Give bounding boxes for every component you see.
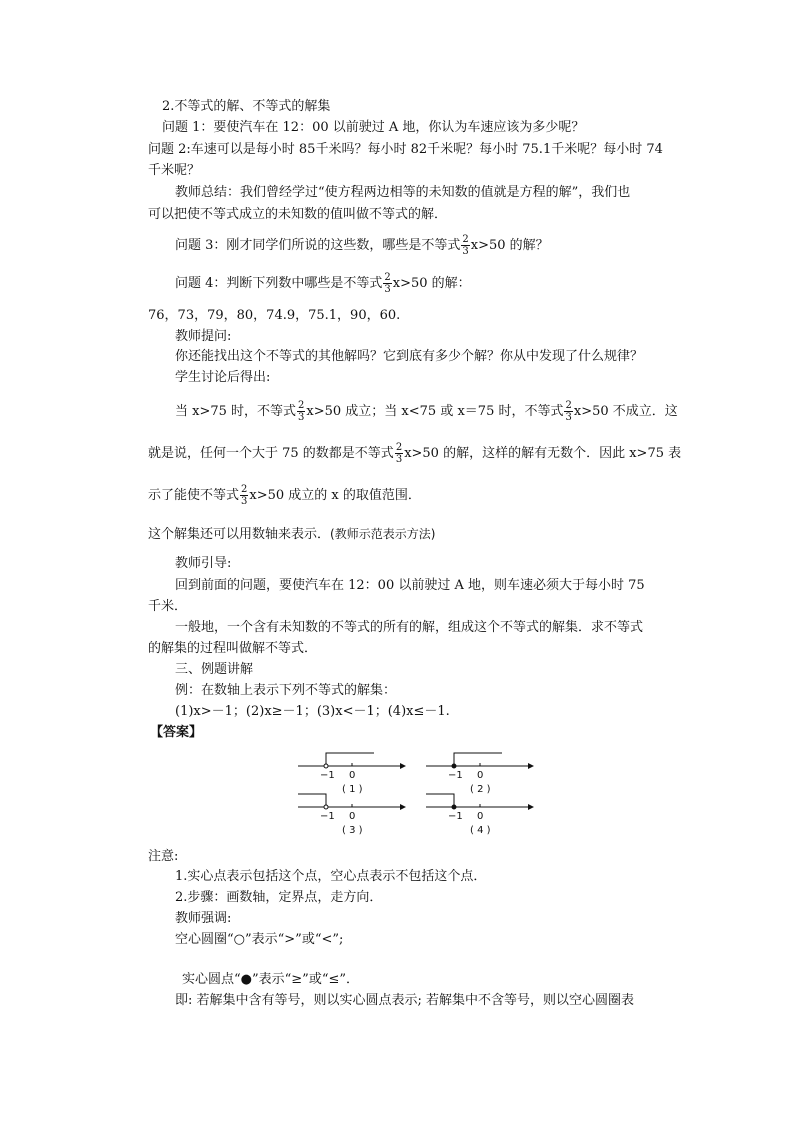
number-line-4 — [424, 791, 534, 839]
result-line-3-b: x>50 成立的 x 的取值范围． — [249, 488, 421, 503]
minus-one-label: −1 — [448, 811, 463, 822]
result-line-1-c: x>50 不成立．这 — [573, 404, 678, 419]
solution-bracket — [298, 794, 326, 805]
note-2: 2.步骤：画数轴，定界点，走方向． — [175, 890, 383, 905]
solid-point — [452, 805, 456, 809]
number-line-label: ( 4 ) — [470, 825, 491, 836]
fraction-denominator: 3 — [298, 412, 305, 423]
solution-bracket — [426, 794, 454, 805]
back-to-problem-line-1: 回到前面的问题，要使汽车在 12：00 以前驶过 A 地，则车速必须大于每小时 75 — [175, 578, 645, 593]
axis-arrow — [400, 804, 406, 810]
summary-rule: 即: 若解集中含有等号，则以实心圆点表示; 若解集中不含等号，则以空心圆圈表 — [175, 993, 635, 1008]
question-4 — [175, 272, 471, 295]
number-list: 76，73，79，80，74.9，75.1，90，60. — [148, 308, 401, 323]
example-prompt: 例：在数轴上表示下列不等式的解集： — [175, 683, 397, 698]
teacher-question-label: 教师提问: — [175, 329, 232, 344]
question-3-text-a: 问题 3：刚才同学们所说的这些数，哪些是不等式 — [175, 238, 461, 253]
result-line-3-a: 示了能使不等式 — [148, 488, 240, 503]
fraction — [297, 400, 305, 423]
solution-bracket — [326, 753, 374, 764]
fraction-numerator: 2 — [395, 442, 403, 453]
axis-arrow — [528, 763, 534, 769]
axis-arrow — [528, 804, 534, 810]
open-point — [324, 805, 328, 809]
fraction-denominator: 3 — [565, 412, 572, 423]
discussion-label: 学生讨论后得出: — [175, 370, 271, 385]
result-line-3 — [148, 484, 421, 507]
number-axis-note — [148, 526, 435, 543]
question-4-text-a: 问题 4：判断下列数中哪些是不等式 — [175, 276, 383, 291]
result-line-2-b: x>50 的解，这样的解有无数个．因此 x>75 表 — [404, 446, 682, 461]
question-1: 问题 1：要使汽车在 12：00 以前驶过 A 地，你认为车速应该为多少呢？ — [162, 120, 585, 135]
number-line-label: ( 3 ) — [342, 825, 363, 836]
teacher-emphasis-label: 教师强调: — [175, 911, 232, 926]
number-axis-note-text: 这个解集还可以用数轴来表示． — [148, 527, 331, 542]
teacher-summary-line-1: 教师总结：我们曾经学过“使方程两边相等的未知数的值就是方程的解”，我们也 — [175, 185, 631, 200]
zero-label: 0 — [477, 811, 484, 822]
teacher-guide-label: 教师引导: — [175, 556, 232, 571]
solid-point — [452, 764, 456, 768]
axis-arrow — [400, 763, 406, 769]
fraction — [240, 484, 248, 507]
fraction — [564, 400, 572, 423]
number-line-label: ( 1 ) — [342, 784, 363, 795]
fraction-denominator: 3 — [462, 246, 469, 257]
definition-line-1: 一般地，一个含有未知数的不等式的所有的解，组成这个不等式的解集．求不等式 — [175, 620, 644, 635]
number-line-3 — [296, 791, 406, 839]
back-to-problem-line-2: 千米． — [148, 599, 188, 614]
question-2-line-2: 千米呢？ — [148, 163, 201, 178]
definition-line-2: 的解集的过程叫做解不等式． — [148, 641, 318, 656]
teacher-summary-line-2: 可以把使不等式成立的未知数的值叫做不等式的解． — [148, 207, 448, 222]
fraction-denominator: 3 — [241, 496, 248, 507]
note-label: 注意: — [148, 849, 179, 864]
question-4-text-b: x>50 的解： — [392, 276, 471, 291]
result-line-1 — [175, 400, 678, 423]
minus-one-label: −1 — [448, 770, 463, 781]
answer-label: 【答案】 — [150, 725, 203, 740]
fraction-numerator: 2 — [462, 234, 469, 245]
fraction-numerator: 2 — [565, 400, 572, 411]
teacher-question-text: 你还能找出这个不等式的其他解吗？它到底有多少个解？你从中发现了什么规律？ — [175, 349, 644, 364]
example-items: (1)x>－1；(2)x≥－1；(3)x<－1；(4)x≤－1. — [175, 704, 450, 719]
fraction-numerator: 2 — [384, 272, 391, 283]
fraction — [383, 272, 391, 295]
question-3 — [175, 234, 549, 257]
minus-one-label: −1 — [320, 770, 335, 781]
number-axis-note-paren: (教师示范表示方法) — [330, 527, 436, 541]
open-point — [324, 764, 328, 768]
result-line-1-a: 当 x>75 时，不等式 — [175, 404, 297, 419]
fraction — [395, 442, 403, 465]
note-1: 1.实心点表示包括这个点，空心点表示不包括这个点． — [175, 869, 487, 884]
zero-label: 0 — [477, 770, 484, 781]
fraction — [461, 234, 469, 257]
number-line-label: ( 2 ) — [470, 784, 491, 795]
minus-one-label: −1 — [320, 811, 335, 822]
zero-label: 0 — [349, 770, 356, 781]
solution-bracket — [454, 753, 502, 764]
fraction-denominator: 3 — [384, 284, 391, 295]
result-line-2-a: 就是说，任何一个大于 75 的数都是不等式 — [148, 446, 394, 461]
section-title: 2.不等式的解、不等式的解集 — [162, 99, 331, 114]
example-heading: 三、例题讲解 — [175, 662, 254, 677]
result-line-2 — [148, 442, 681, 465]
solid-dot-rule: 实心圆点“●”表示“≥”或“≤”． — [182, 972, 360, 987]
result-line-1-b: x>50 成立；当 x<75 或 x＝75 时，不等式 — [306, 404, 564, 419]
question-2-line-1: 问题 2:车速可以是每小时 85千米吗？每小时 82千米呢？每小时 75.1千米呢？每小时 74 — [148, 142, 663, 157]
hollow-circle-rule: 空心圆圈“○”表示“>”或“<”; — [175, 932, 344, 947]
zero-label: 0 — [349, 811, 356, 822]
question-3-text-b: x>50 的解？ — [470, 238, 549, 253]
fraction-denominator: 3 — [395, 454, 403, 465]
fraction-numerator: 2 — [241, 484, 248, 495]
fraction-numerator: 2 — [298, 400, 305, 411]
